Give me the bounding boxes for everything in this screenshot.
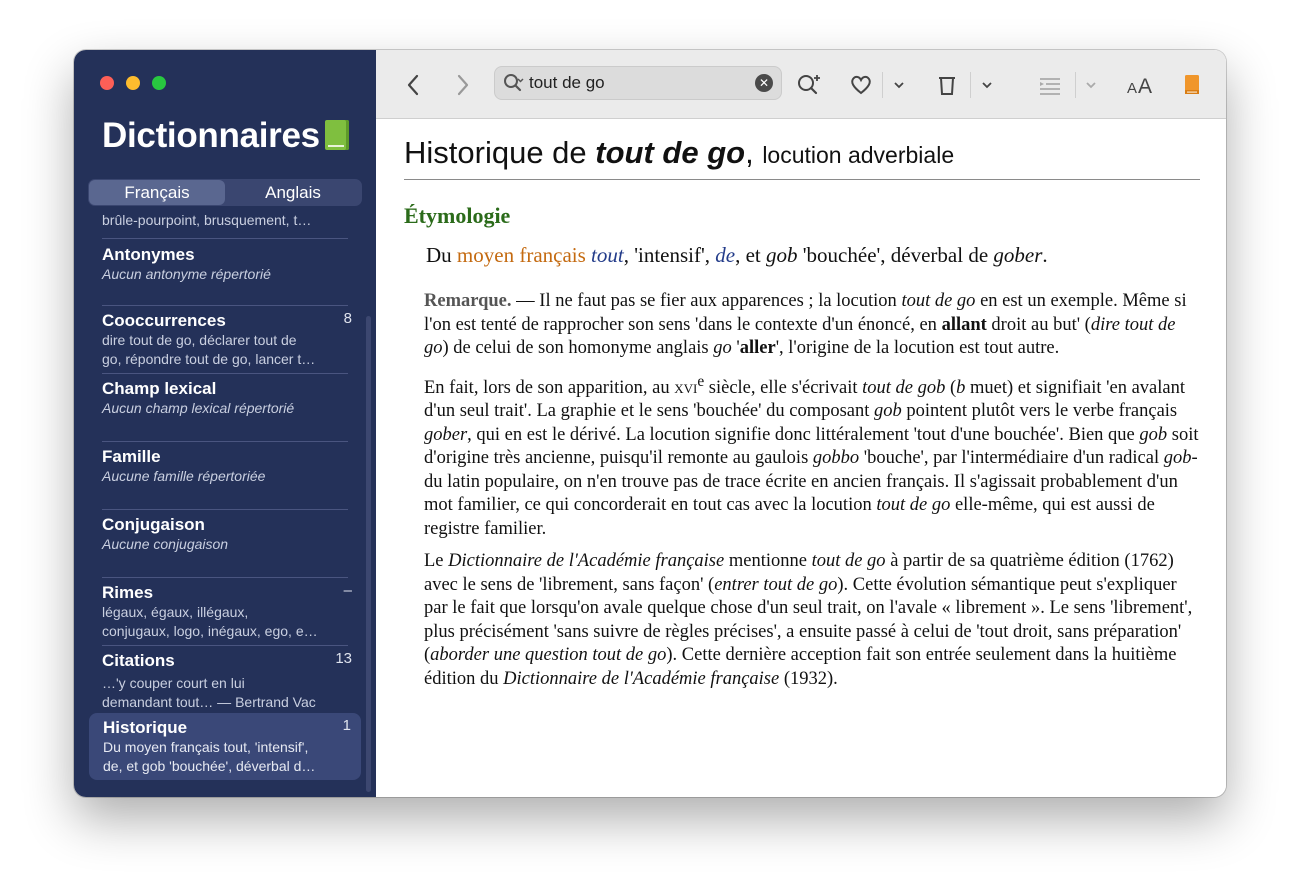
sidebar-item-count: 8 xyxy=(343,310,352,327)
text-run: aborder une question tout de go xyxy=(430,645,667,666)
text-run: , qui en est le dérivé. La locution signifie donc littéralement 'tout d'une bouchée'. Bien que xyxy=(467,424,1140,445)
text-run: siècle, elle s'écrivait xyxy=(704,377,863,398)
title-sep: , xyxy=(745,135,763,170)
text-run: gob- xyxy=(1163,448,1198,469)
toolbar xyxy=(376,50,1226,119)
article-title xyxy=(404,135,1200,171)
text-run: ). Cette évolution sémantique peut s'expliquer par le fait que lorsqu'on avale quelque chose d'un seul trait, on l'avale « librement ». Le sens 'librement', plus précisément 'sans suivre de règles précises', a ensuite passé à celui de 'tout droit, sans préparation' ( xyxy=(424,574,1193,666)
list-indent-icon[interactable] xyxy=(1038,72,1062,98)
text-run: tout de go xyxy=(901,291,976,311)
text-run: du latin populaire, on n'en trouve pas de trace écrite en ancien français. Il s'agissait probablement d'un mot familier, ce qui concorderait en tout cas avec la locution xyxy=(424,471,1178,516)
etym-text: 'bouchée', déverbal de xyxy=(797,243,994,267)
etym-text: . xyxy=(1042,243,1048,267)
text-run: gob xyxy=(874,401,902,422)
search-field[interactable] xyxy=(494,66,782,100)
zoom-in-icon[interactable] xyxy=(796,72,822,98)
trash-icon[interactable] xyxy=(936,72,958,98)
sidebar-item-sub: de, et gob 'bouchée', déverbal d… xyxy=(103,758,316,774)
sidebar-item-sub: Aucun champ lexical répertorié xyxy=(102,400,295,416)
sidebar-item-historique[interactable] xyxy=(89,713,361,780)
list-item-synonymes-snippet[interactable] xyxy=(88,210,362,232)
sidebar-item-label: Rimes xyxy=(102,583,154,602)
sidebar xyxy=(74,50,376,797)
etym-text: Du xyxy=(426,243,457,267)
search-icon xyxy=(503,72,525,94)
etymology-line xyxy=(426,243,1200,268)
text-run: soit d'origine très ancienne, puisqu'il remonte au gaulois xyxy=(424,424,1199,469)
text-run: aller xyxy=(739,338,776,358)
sidebar-item-label: Conjugaison xyxy=(102,515,205,534)
sidebar-scrollbar[interactable] xyxy=(366,316,371,792)
text-run: tout de gob xyxy=(862,377,946,398)
text-run: à partir de sa quatrième édition (1762) avec le sens de 'librement, sans façon' ( xyxy=(424,551,1174,595)
text-run: Le xyxy=(424,551,449,572)
text-run: ' xyxy=(731,338,740,358)
sidebar-item-sub: Aucune famille répertoriée xyxy=(102,468,266,484)
article-body xyxy=(424,290,1200,691)
sidebar-item-label: Champ lexical xyxy=(102,379,217,398)
tab-francais[interactable]: Français xyxy=(89,180,225,205)
part-of-speech: locution adverbiale xyxy=(762,142,955,168)
text-size-icon[interactable] xyxy=(1126,72,1154,98)
toolbar-separator xyxy=(970,72,971,98)
text-run: gober xyxy=(424,424,468,445)
sidebar-item-sub: go, répondre tout de go, lancer t… xyxy=(102,351,316,367)
sidebar-item-sub: légaux, égaux, illégaux, xyxy=(102,604,249,620)
text-run: en est un exemple. Même si l'on est tenté de rapprocher son sens 'dans le contexte d'un énoncé, en xyxy=(424,291,1187,335)
sidebar-item-sub: demandant tout… — Bertrand Vac xyxy=(102,694,316,710)
toolbar-separator xyxy=(1075,72,1076,98)
svg-text:A: A xyxy=(1138,75,1153,98)
forward-icon[interactable] xyxy=(454,72,470,98)
paragraph-academie xyxy=(424,550,1200,691)
text-run: Dictionnaire de l'Académie française xyxy=(448,551,725,572)
section-heading: Étymologie xyxy=(404,203,511,228)
title-prefix: Historique de xyxy=(404,135,596,170)
chevron-down-icon[interactable] xyxy=(892,72,906,98)
sidebar-item-sub: dire tout de go, déclarer tout de xyxy=(102,332,297,348)
text-run: elle-même, qui est aussi de registre familier. xyxy=(424,495,1155,539)
main-pane xyxy=(376,50,1226,797)
sidebar-item-count: 13 xyxy=(335,650,352,667)
back-icon[interactable] xyxy=(406,72,422,98)
svg-text:A: A xyxy=(1127,80,1138,97)
text-run: Dictionnaire de l'Académie française xyxy=(503,668,780,689)
text-run: ). Cette dernière acception fait son entrée seulement dans la huitième édition du xyxy=(424,645,1177,689)
sidebar-item-label: Cooccurrences xyxy=(102,311,226,330)
sidebar-item-cooccurrences[interactable] xyxy=(88,306,362,373)
remarque-label: Remarque. xyxy=(424,291,512,311)
sidebar-item-label: Antonymes xyxy=(102,245,195,264)
green-book-icon xyxy=(325,120,349,150)
sidebar-item-sub: Aucun antonyme répertorié xyxy=(102,266,271,282)
sidebar-item-label: Historique xyxy=(103,718,188,737)
moyen-francais-link[interactable]: moyen français xyxy=(456,243,586,267)
sidebar-item-antonymes[interactable] xyxy=(88,239,362,305)
sidebar-item-sub: conjugaux, logo, inégaux, ego, e… xyxy=(102,623,318,639)
chevron-down-icon[interactable] xyxy=(980,72,994,98)
text-run: ) de celui de son homonyme anglais xyxy=(442,338,714,358)
title-divider xyxy=(404,179,1200,180)
chevron-down-icon[interactable] xyxy=(1084,72,1098,98)
sidebar-item-rimes[interactable] xyxy=(88,578,362,645)
clear-icon[interactable]: ✕ xyxy=(755,74,773,92)
minimize-window-button[interactable] xyxy=(126,76,140,90)
text-run: (1932). xyxy=(779,668,838,689)
etym-word: tout xyxy=(591,243,624,267)
etym-word: gober xyxy=(993,243,1043,267)
paragraph-origine xyxy=(424,370,1200,542)
paragraph-remarque xyxy=(424,290,1200,361)
text-run: ( xyxy=(945,377,957,398)
list-item-snippet: brûle-pourpoint, brusquement, t… xyxy=(102,212,312,228)
sidebar-item-sub: Du moyen français tout, 'intensif', xyxy=(103,739,309,755)
sidebar-section-list xyxy=(88,210,362,780)
text-run: xvi xyxy=(674,377,698,398)
text-run: go xyxy=(713,338,732,358)
text-run: droit au but' ( xyxy=(986,314,1091,335)
sidebar-item-sub: …'y couper court en lui xyxy=(102,675,245,691)
sidebar-item-famille[interactable] xyxy=(88,442,362,509)
book-icon[interactable] xyxy=(1182,72,1202,98)
text-run: gobbo xyxy=(812,448,860,469)
text-run: b xyxy=(956,377,966,398)
zoom-window-button[interactable] xyxy=(152,76,166,90)
text-run: dire tout de go xyxy=(424,314,1176,358)
text-run: ', l'origine de la locution est tout autre. xyxy=(775,338,1060,358)
search-input[interactable] xyxy=(529,72,749,94)
text-run: e xyxy=(697,372,705,390)
sidebar-item-label: Famille xyxy=(102,447,161,466)
etym-text: , 'intensif', xyxy=(623,243,716,267)
language-selector xyxy=(88,179,362,206)
tab-anglais[interactable]: Anglais xyxy=(265,183,321,202)
title-term: tout de go xyxy=(595,135,746,170)
heart-icon[interactable] xyxy=(848,72,874,98)
app-title xyxy=(102,116,349,156)
toolbar-separator xyxy=(882,72,883,98)
article-content xyxy=(404,119,1200,700)
sidebar-item-champ-lexical[interactable] xyxy=(88,374,362,441)
text-run: entrer tout de go xyxy=(714,574,838,595)
text-run: gob xyxy=(1139,424,1168,445)
text-run: — Il ne faut pas se fier aux apparences ; la locution xyxy=(511,291,902,311)
text-run: mentionne xyxy=(724,551,812,572)
text-run: muet) et signifiait 'en avalant d'un seul trait'. La graphie et le sens 'bouchée' du composant xyxy=(424,377,1185,422)
text-run: En fait, lors de son apparition, au xyxy=(424,377,675,398)
sidebar-item-count: 1 xyxy=(342,717,351,734)
app-window xyxy=(74,50,1226,797)
close-window-button[interactable] xyxy=(100,76,114,90)
etym-word: de xyxy=(715,243,736,267)
sidebar-item-count: – xyxy=(343,582,352,599)
sidebar-item-label: Citations xyxy=(102,651,175,670)
etym-text: , et xyxy=(735,243,767,267)
app-title-text: Dictionnaires xyxy=(102,116,320,155)
text-run: tout de go xyxy=(811,551,886,572)
text-run: tout de go xyxy=(876,495,951,516)
text-run: allant xyxy=(941,314,987,335)
sidebar-item-conjugaison[interactable] xyxy=(88,510,362,577)
etym-word: gob xyxy=(766,243,798,267)
text-run: pointent plutôt vers le verbe français xyxy=(901,401,1178,422)
sidebar-item-citations[interactable] xyxy=(88,646,362,713)
text-run: 'bouche', par l'intermédiaire d'un radical xyxy=(859,448,1164,469)
window-controls xyxy=(100,76,166,90)
sidebar-item-sub: Aucune conjugaison xyxy=(102,536,229,552)
